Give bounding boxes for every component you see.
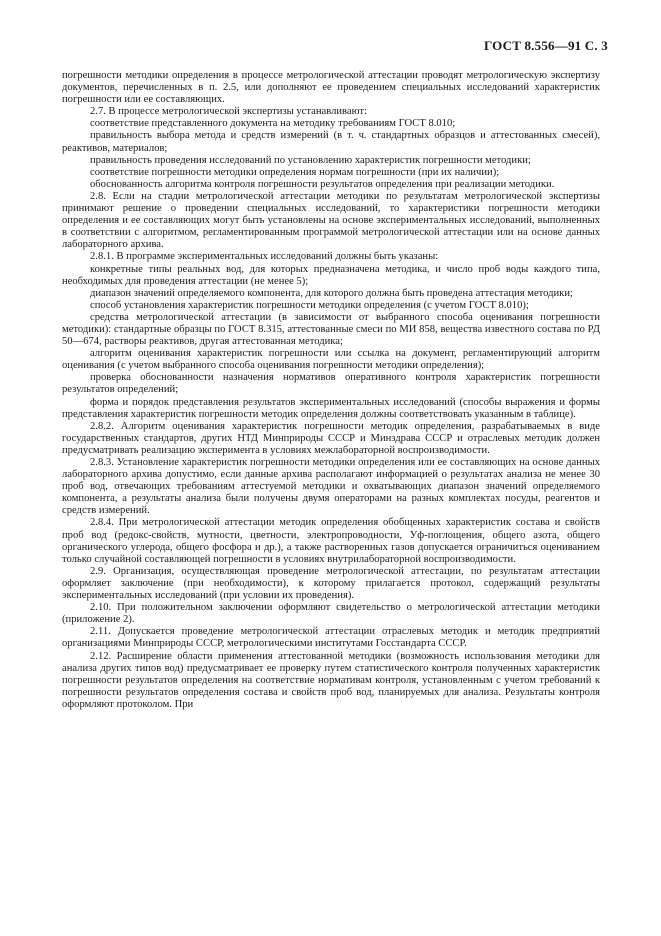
paragraph-p-2-8-4: 2.8.4. При метрологической аттестации методик определения обобщенных характеристик состава и свойств проб вод (редокс-свойств, мутности, цветности, электропроводности, Уф-поглощения, общего азота, общего органического углерода, общего фосфора и др.), а также растворенных газов допускается ограничиться оцениванием только случайной составляющей погрешности в условиях внутрилабораторной воспроизводимости. [62, 517, 600, 565]
paragraph-p-2-7: 2.7. В процессе метрологической экспертизы устанавливают: [90, 106, 367, 118]
paragraph-p-2-7-a: соответствие представленного документа на методику требованиям ГОСТ 8.010; [90, 118, 456, 130]
paragraph-p-2-8-1-a: конкретные типы реальных вод, для которых предназначена методика, и число проб воды каждого типа, необходимых для проведения аттестации (не менее 5); [62, 263, 600, 287]
paragraph-p-cont: погрешности методики определения в процессе метрологической аттестации проводят метрологическую экспертизу документов, перечисленных в п. 2.5, или дополняют ее проведением специальных исследований характеристик погрешности или ее составляющих. [62, 70, 600, 106]
paragraph-p-2-7-d: соответствие погрешности методики определения нормам погрешности (при их наличии); [90, 166, 500, 178]
paragraph-p-2-8-1-d: средства метрологической аттестации (в зависимости от выбранного способа оценивания погрешности методики): стандартные образцы по ГОСТ 8.315, аттестованные смеси по МИ 858, вещества известного состава по РД 50—674, растворы реактивов, другая аттестованная методика; [62, 311, 600, 348]
paragraph-p-2-7-b: правильность выбора метода и средств измерений (в т. ч. стандартных образцов и аттестованных смесей), реактивов, материалов; [62, 130, 600, 154]
paragraph-p-2-11: 2.11. Допускается проведение метрологической аттестации отраслевых методик и методик предприятий организациями Минприроды СССР, метрологическими институтами Госстандарта СССР. [62, 626, 600, 650]
paragraph-p-2-8-3: 2.8.3. Установление характеристик погрешности методики определения или ее составляющих на основе данных лабораторного архива допустимо, если данные архива располагают информацией о результатах анализа не менее 30 проб вод, отвечающих требованиям аттестуемой методики и охватывающих диапазон значений определяемого компонента, а результаты анализа были получены двумя операторами на разных комплектах посуды, реагентов и средств измерений. [62, 457, 600, 517]
paragraph-p-2-8-1: 2.8.1. В программе экспериментальных исследований должны быть указаны: [90, 251, 439, 263]
paragraph-p-2-7-c: правильность проведения исследований по установлению характеристик погрешности методики; [90, 154, 531, 166]
page-header: ГОСТ 8.556—91 С. 3 [483, 38, 608, 53]
document-body [62, 70, 600, 711]
paragraph-p-2-8: 2.8. Если на стадии метрологической аттестации методики по результатам метрологической экспертизы принимают решение о проведении специальных исследований, то характеристики погрешности методики определения и ее составляющих могут быть установлены на основе экспериментальных исследований, выполненных в соответствии с алгоритмом, регламентированным программой метрологической аттестации или на основе данных лабораторного архива. [62, 190, 600, 251]
paragraph-p-2-8-1-e: алгоритм оценивания характеристик погрешности или ссылка на документ, регламентирующий алгоритм оценивания (с учетом выбранного способа оценивания погрешности методики определения); [62, 348, 600, 372]
paragraph-p-2-8-1-g: форма и порядок представления результатов экспериментальных исследований (способы выражения и формы представления характеристик погрешности методик определения должны соответствовать указанным в таблице). [62, 396, 600, 420]
paragraph-p-2-12: 2.12. Расширение области применения аттестованной методики (возможность использования методики для анализа других типов вод) предусматривает ее проверку путем статистического контроля полученных характеристик погрешности результатов определения на соответствие нормативам контроля, установленным с учетом требований к погрешности результатов определения состава и свойств проб вод, планируемых для анализа. Результаты контроля оформляют протоколом. При [62, 650, 600, 710]
paragraph-p-2-8-1-b: диапазон значений определяемого компонента, для которого должна быть проведена аттестация методики; [90, 287, 573, 299]
paragraph-p-2-7-e: обоснованность алгоритма контроля погрешности результатов определения при реализации методики. [90, 178, 555, 190]
paragraph-p-2-9: 2.9. Организация, осуществляющая проведение метрологической аттестации, по результатам аттестации оформляет заключение (при необходимости), к которому прилагается протокол, содержащий результаты экспериментальных исследований (при условии их проведения). [62, 565, 600, 602]
paragraph-p-2-8-1-c: способ установления характеристик погрешности методики определения (с учетом ГОСТ 8.010); [90, 299, 529, 311]
paragraph-p-2-8-1-f: проверка обоснованности назначения нормативов оперативного контроля характеристик погрешности результатов определений; [62, 372, 600, 396]
paragraph-p-2-8-2: 2.8.2. Алгоритм оценивания характеристик погрешности методик определения, разрабатываемых в виде государственных стандартов, других НТД Минприроды СССР и Минздрава СССР и отраслевых методик должен предусматривать реализацию эксперимента в условиях межлабораторной воспроизводимости. [62, 420, 600, 456]
paragraph-p-2-10: 2.10. При положительном заключении оформляют свидетельство о метрологической аттестации методики (приложение 2). [62, 602, 600, 626]
